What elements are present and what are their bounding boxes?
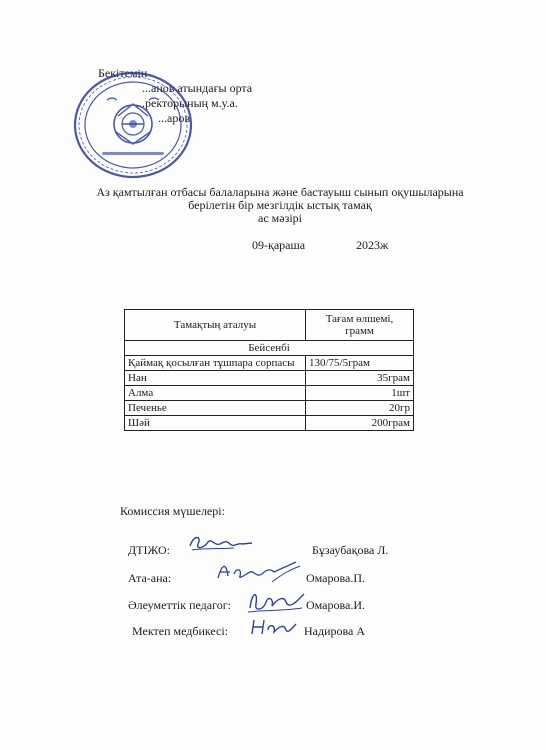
title-line-3: ас мәзірі (258, 211, 302, 225)
title-line-2: берілетін бір мезгілдік ыстық тамақ (188, 198, 372, 212)
column-header-dish: Тамақтың аталуы (125, 310, 306, 341)
date-year: 2023ж (356, 238, 389, 252)
approval-line-1: Бекітемін (98, 66, 148, 80)
member-name: Бұзаубақова Л. (312, 543, 389, 557)
member-role: Мектеп медбикесі: (132, 624, 229, 638)
signature-nurse (246, 612, 302, 640)
table-row (125, 356, 414, 371)
table-row (125, 386, 414, 401)
dish-name: Шәй (125, 416, 306, 431)
member-name: Надирова А (304, 624, 366, 638)
signature-parent (212, 556, 304, 586)
dish-name: Печенье (125, 401, 306, 416)
table-row (125, 416, 414, 431)
member-name: Омарова.И. (306, 598, 366, 612)
dish-portion: 35грам (306, 371, 414, 386)
member-role: Әлеуметтік педагог: (128, 598, 231, 612)
approval-line-4: ...аров (158, 111, 190, 125)
date-day: 09-қараша (252, 238, 306, 252)
dish-portion: 1шт (306, 386, 414, 401)
dish-portion: 130/75/5грам (306, 356, 414, 371)
member-role: Ата-ана: (128, 571, 172, 585)
member-name: Омарова.П. (306, 571, 366, 585)
table-header-row (125, 310, 414, 341)
table-row (125, 401, 414, 416)
commission-heading: Комиссия мүшелері: (120, 504, 225, 518)
dish-name: Алма (125, 386, 306, 401)
column-header-portion: Тағам өлшемі, грамм (306, 310, 414, 341)
title-line-1: Аз қамтылған отбасы балаларына және бастауыш сынып оқушыларына (96, 185, 464, 199)
dish-name: Нан (125, 371, 306, 386)
dish-name: Қаймақ қосылған тұшпара сорпасы (125, 356, 306, 371)
dish-portion: 200грам (306, 416, 414, 431)
approval-line-3: ...ректорының м.у.а. (136, 96, 238, 110)
signature-dtizho (186, 530, 256, 556)
member-role: ДТІЖО: (128, 543, 170, 557)
day-label: Бейсенбі (125, 341, 414, 356)
table-row (125, 371, 414, 386)
approval-line-2: ...анов атындағы орта (142, 81, 253, 95)
menu-table (124, 309, 414, 431)
document-title (60, 186, 500, 225)
dish-portion: 20гр (306, 401, 414, 416)
official-seal-stamp (72, 70, 194, 180)
table-day-row (125, 341, 414, 356)
